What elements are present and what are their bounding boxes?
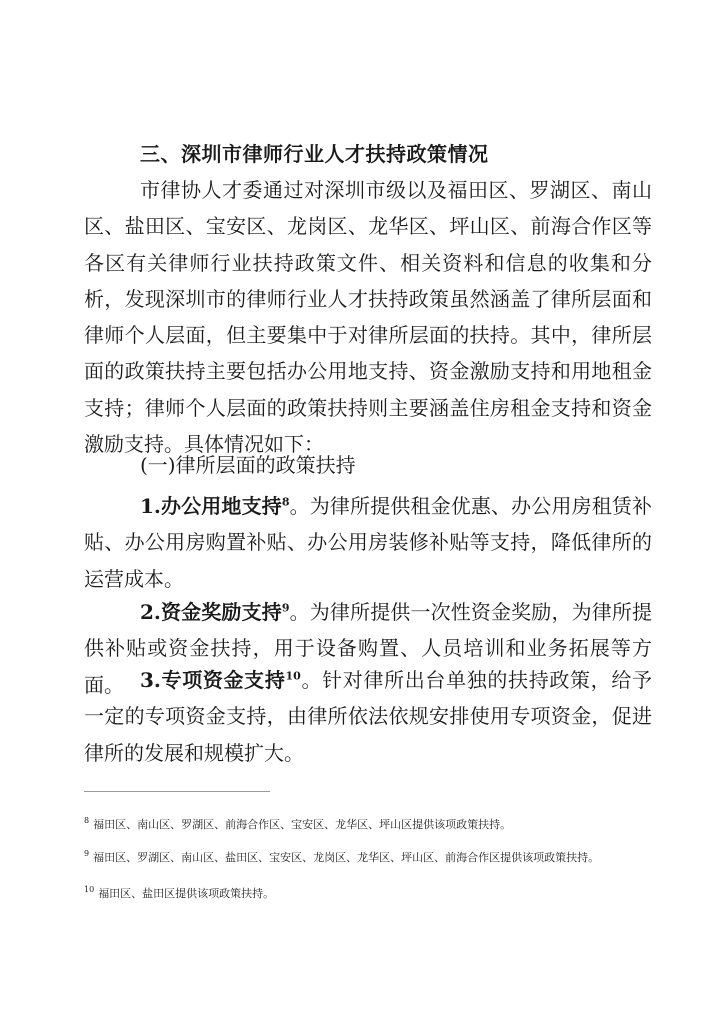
footnote-text: 福田区、南山区、罗湖区、前海合作区、宝安区、龙华区、坪山区提供该项政策扶持。 <box>93 818 512 831</box>
policy-item-office-space <box>84 488 652 597</box>
footnote-ref[interactable]: 8 <box>281 495 290 509</box>
item-text: 。为律所提供一次性资金奖励，为律所提供补贴或资金扶持，用于设备购置、人员培训和业务拓展等方面。 <box>84 600 653 697</box>
item-text: 。为律所提供租金优惠、办公用房租赁补贴、办公用房购置补贴、办公用房装修补贴等支持，降低律所的运营成本。 <box>84 494 653 591</box>
footnote <box>84 818 652 832</box>
footnote-text: 福田区、罗湖区、南山区、盐田区、宝安区、龙岗区、龙华区、坪山区、前海合作区提供该项政策扶持。 <box>93 851 600 864</box>
footnote-ref[interactable]: 9 <box>281 601 290 615</box>
footnote-number: 9 <box>84 849 90 859</box>
section-heading: 三、深圳市律师行业人才扶持政策情况 <box>140 142 489 166</box>
footnote-divider <box>84 791 270 792</box>
footnote-text: 福田区、盐田区提供该项政策扶持。 <box>98 887 275 900</box>
footnote-ref[interactable]: 10 <box>285 669 301 683</box>
policy-item-special-funds <box>84 662 652 771</box>
intro-paragraph: 市律协人才委通过对深圳市级以及福田区、罗湖区、南山区、盐田区、宝安区、龙岗区、龙华区、坪山区、前海合作区等各区有关律师行业扶持政策文件、相关资料和信息的收集和分析，发现深圳市的律师行业人才扶持政策虽然涵盖了律所层面和律师个人层面，但主要集中于对律所层面的扶持。其中，律所层面的政策扶持主要包括办公用地支持、资金激励支持和用地租金支持；律师个人层面的政策扶持则主要涵盖住房租金支持和资金激励支持。具体情况如下： <box>84 178 652 457</box>
footnote <box>84 851 652 865</box>
item-title: 3.专项资金支持$^{10}$ <box>140 668 301 692</box>
item-title: 2.资金奖励支持$^9$ <box>140 600 290 624</box>
footnote-number: 10 <box>84 885 95 895</box>
item-title: 1.办公用地支持$^8$ <box>140 494 290 518</box>
footnote <box>84 887 652 901</box>
item-text: 。针对律所出台单独的扶持政策，给予一定的专项资金支持，由律所依法依规安排使用专项资金，促进律所的发展和规模扩大。 <box>84 668 653 765</box>
footnote-number: 8 <box>84 816 90 826</box>
sub-heading: (一)律所层面的政策扶持 <box>140 453 356 477</box>
